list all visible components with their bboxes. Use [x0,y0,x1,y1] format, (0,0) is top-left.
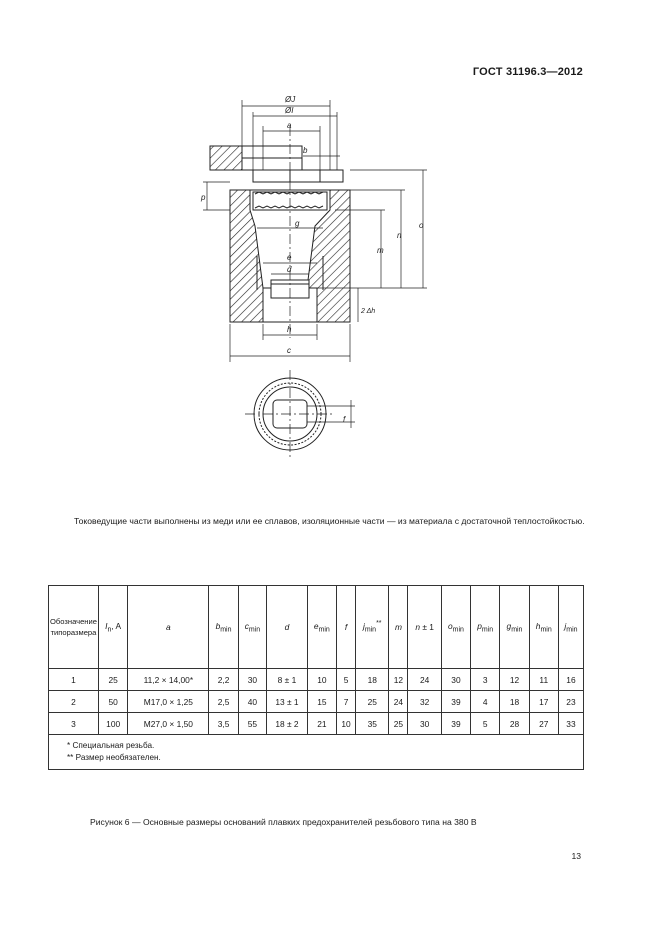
cell: 18 [500,691,529,713]
material-note: Токоведущие части выполнены из меди или ее сплавов, изоляционные части — из материала с достаточной теплостойкостью. [74,516,585,526]
cell: 27 [529,713,558,735]
cell: 3,5 [209,713,238,735]
table-row [49,669,584,691]
cell: 2 [49,691,99,713]
cell: 10 [307,669,336,691]
cell: 32 [408,691,441,713]
label-p: p [201,193,206,202]
cell: 33 [558,713,583,735]
cell: 35 [356,713,389,735]
cell: 18 [356,669,389,691]
standard-number: ГОСТ 31196.3—2012 [472,66,583,78]
label-m: m [377,246,384,255]
cell: 17 [529,691,558,713]
fuse-section-view [210,126,350,338]
label-g: g [295,219,300,228]
header-gmin: $g_{min}$ [500,586,529,669]
header-pmin: $p_{min}$ [471,586,500,669]
label-b: b [303,146,308,155]
note-optional-size: ** Размер необязателен. [67,753,161,762]
header-omin: $o_{min}$ [441,586,470,669]
fuse-top-view [245,370,355,458]
header-a: a [128,586,209,669]
cell: M17,0 × 1,25 [128,691,209,713]
cell: 8 ± 1 [267,669,308,691]
label-dI: ØI [285,106,294,115]
cell: 16 [558,669,583,691]
cell: 3 [471,669,500,691]
label-f: f [343,415,346,424]
header-m: m [389,586,408,669]
cell: 21 [307,713,336,735]
header-jmin-optional: $j_{min}^{**}$ [356,586,389,669]
label-h: h [287,325,292,334]
cell: 15 [307,691,336,713]
cell: 4 [471,691,500,713]
cell: 25 [98,669,127,691]
table-row [49,713,584,735]
cell: 12 [500,669,529,691]
cell: 30 [441,669,470,691]
cell: 13 ± 1 [267,691,308,713]
cell: 30 [408,713,441,735]
label-c: c [287,346,291,355]
cell: 7 [337,691,356,713]
cell: 10 [337,713,356,735]
cell: 25 [356,691,389,713]
cell: 50 [98,691,127,713]
header-hmin: $h_{min}$ [529,586,558,669]
cell: 18 ± 2 [267,713,308,735]
cell: 1 [49,669,99,691]
table-notes-row [49,735,584,770]
top-contact-hatched [210,146,242,170]
cell: 25 [389,713,408,735]
cell: 28 [500,713,529,735]
header-d: d [267,586,308,669]
cell: M27,0 × 1,50 [128,713,209,735]
header-jmin: $j_{min}$ [558,586,583,669]
figure-caption: Рисунок 6 — Основные размеры оснований плавких предохранителей резьбового типа на 380 В [90,817,477,827]
label-o: o [419,221,424,230]
cell: 11 [529,669,558,691]
cell: 55 [238,713,267,735]
header-emin: $e_{min}$ [307,586,336,669]
cell: 24 [408,669,441,691]
cell: 12 [389,669,408,691]
note-special-thread: * Специальная резьба. [67,741,155,750]
cell: 3 [49,713,99,735]
table-notes [49,735,584,770]
dimensions-table [48,585,584,770]
cell: 5 [337,669,356,691]
cell: 11,2 × 14,00* [128,669,209,691]
header-cmin: $c_{min}$ [238,586,267,669]
cell: 2,5 [209,691,238,713]
label-n: n [397,231,402,240]
technical-drawing [195,88,435,468]
header-bmin: $b_{min}$ [209,586,238,669]
table-row [49,691,584,713]
cell: 5 [471,713,500,735]
cell: 39 [441,713,470,735]
cell: 23 [558,691,583,713]
label-a-top: a [287,121,292,130]
cell: 40 [238,691,267,713]
table-header-row [49,586,584,669]
page-number: 13 [571,851,581,861]
label-thread-pitch: 2 Δh [361,308,376,315]
label-dJ: ØJ [285,95,296,104]
cell: 24 [389,691,408,713]
header-f: f [337,586,356,669]
cell: 2,2 [209,669,238,691]
header-n: n ± 1 [408,586,441,669]
cell: 100 [98,713,127,735]
cell: 30 [238,669,267,691]
header-In: $I_n$, A [98,586,127,669]
cell: 39 [441,691,470,713]
header-designation: Обозначение типоразмера [49,586,99,669]
label-d: d [287,265,292,274]
label-e: e [287,253,292,262]
screw-cap [253,170,343,182]
